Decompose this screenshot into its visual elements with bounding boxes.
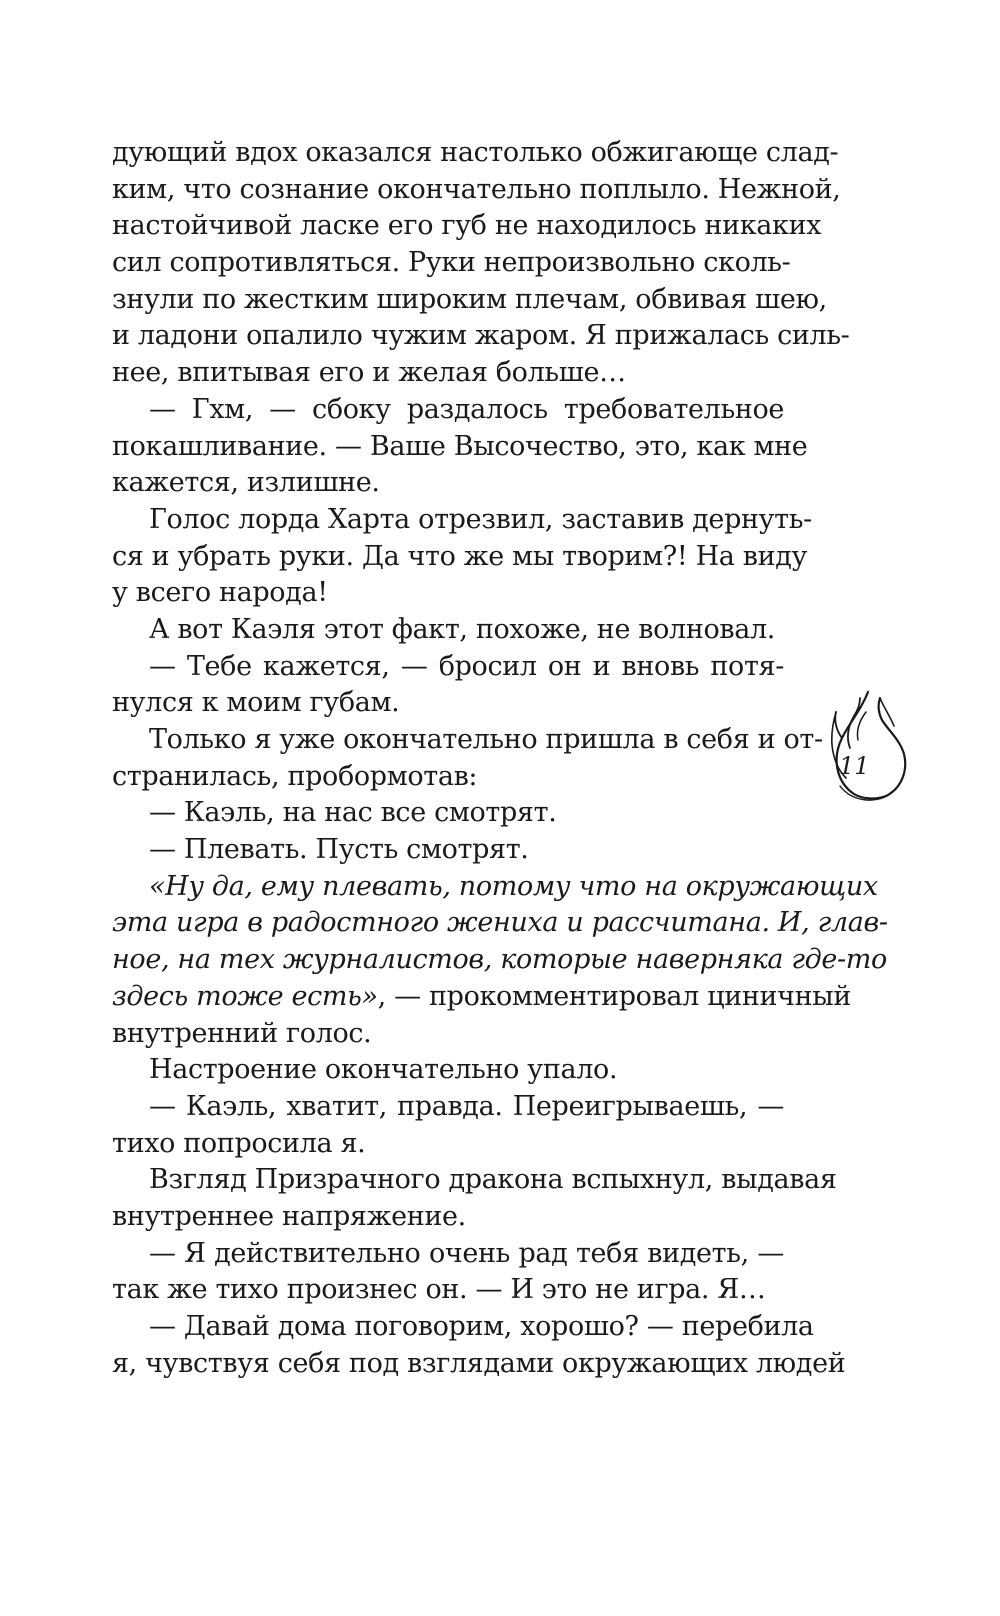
text-line: ким, что сознание окончательно поплыло. Нежной,	[112, 173, 841, 205]
text-line: — Плевать. Пусть смотрят.	[149, 834, 529, 866]
text-line: нулся к моим губам.	[112, 687, 400, 719]
text-line: у всего народа!	[112, 577, 328, 609]
text-line: «Ну да, ему плевать, потому что на окружающих	[149, 870, 878, 902]
text-line-regular-part: , — прокомментировал циничный	[377, 980, 852, 1012]
text-line: Настроение окончательно упало.	[149, 1054, 618, 1086]
text-line: внутреннее напряжение.	[112, 1200, 466, 1232]
text-line: нее, впитывая его и желая больше…	[112, 357, 626, 389]
text-line: кажется, излишне.	[112, 467, 380, 499]
text-line: тихо попросила я.	[112, 1127, 366, 1159]
text-line: так же тихо произнес он. — И это не игра. Я…	[112, 1274, 766, 1306]
flame-icon	[828, 690, 908, 810]
page-number: 11	[839, 752, 870, 780]
text-line: Голос лорда Харта отрезвил, заставив дернуть-	[149, 503, 812, 535]
text-line: ся и убрать руки. Да что же мы творим?! На виду	[112, 540, 808, 572]
text-line: — Каэль, хватит, правда. Переигрываешь, —	[149, 1090, 784, 1122]
text-line: — Гхм, — сбоку раздалось требовательное	[149, 393, 784, 425]
text-line: дующий вдох оказался настолько обжигающе слад-	[112, 137, 839, 168]
text-line: Взгляд Призрачного дракона вспыхнул, выдавая	[149, 1164, 837, 1196]
text-line: настойчивой ласке его губ не находилось никаких	[112, 210, 822, 242]
text-line: покашливание. — Ваше Высочество, это, как мне	[112, 430, 808, 462]
text-line: странилась, пробормотав:	[112, 760, 478, 792]
text-line: — Тебе кажется, — бросил он и вновь потя-	[149, 650, 784, 682]
text-line: Только я уже окончательно пришла в себя и от-	[149, 724, 823, 755]
text-line: эта игра в радостного жениха и рассчитана. И, глав-	[112, 907, 888, 939]
page-marker	[828, 690, 908, 810]
text-line: внутренний голос.	[112, 1017, 372, 1049]
text-line: ное, на тех журналистов, которые наверняка где-то	[112, 944, 887, 976]
text-line: сил сопротивляться. Руки непроизвольно сколь-	[112, 247, 791, 279]
text-line	[112, 979, 852, 1016]
text-line-italic-part: здесь тоже есть»	[112, 980, 378, 1012]
text-line: знули по жестким широким плечам, обвивая шею,	[112, 283, 827, 315]
text-line: — Давай дома поговорим, хорошо? — перебила	[149, 1311, 814, 1342]
text-line: и ладони опалило чужим жаром. Я прижалась силь-	[112, 320, 850, 352]
text-line: я, чувствуя себя под взглядами окружающих людей	[112, 1347, 846, 1379]
text-line: — Я действительно очень рад тебя видеть, —	[149, 1237, 784, 1269]
text-line: — Каэль, на нас все смотрят.	[149, 797, 557, 829]
text-line: А вот Каэля этот факт, похоже, не волновал.	[149, 613, 776, 645]
